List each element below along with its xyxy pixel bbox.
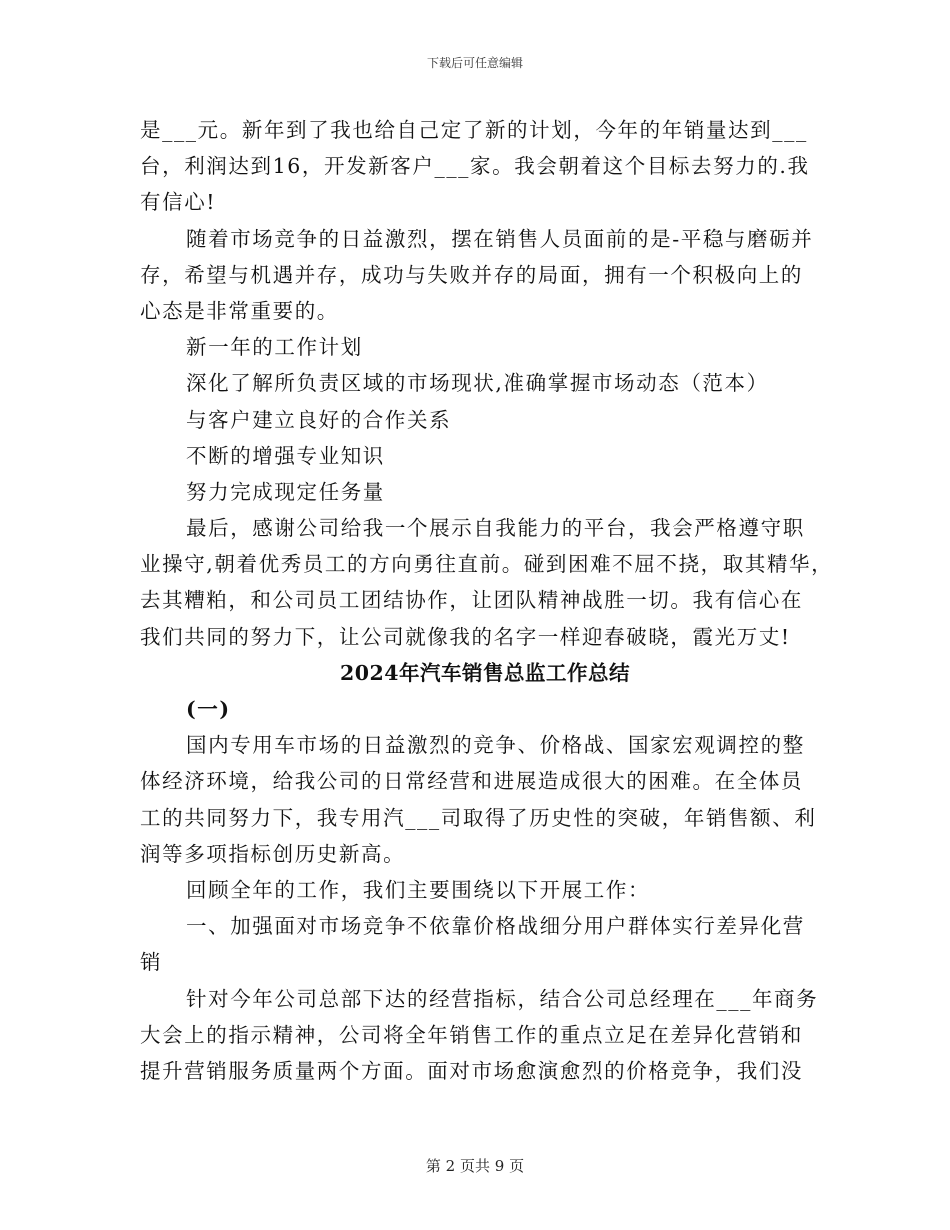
- text-line: 不断的增强专业知识: [186, 443, 385, 468]
- text-line: 有信心!: [140, 190, 217, 215]
- text-line: 努力完成现定任务量: [186, 479, 385, 504]
- text-line: 体经济环境，给我公司的日常经营和进展造成很大的困难。在全体员: [140, 769, 803, 794]
- text-line: 心态是非常重要的。: [140, 298, 339, 323]
- text-line: 最后，感谢公司给我一个展示自我能力的平台，我会严格遵守职: [186, 516, 805, 541]
- text-line: 提升营销服务质量两个方面。面对市场愈演愈烈的价格竞争，我们没: [140, 1058, 803, 1083]
- text-line: 是___元。新年到了我也给自己定了新的计划，今年的年销量达到___: [140, 118, 808, 142]
- text-line: 国内专用车市场的日益激烈的竞争、价格战、国家宏观调控的整: [186, 733, 805, 758]
- text-line: 一、加强面对市场竞争不依靠价格战细分用户群体实行差异化营: [186, 914, 805, 939]
- text-line: 润等多项指标创历史新高。: [140, 841, 406, 866]
- text-line: 去其糟粕，和公司员工团结协作，让团队精神战胜一切。我有信心在: [140, 588, 803, 613]
- text-line: 深化了解所负责区域的市场现状,准确掌握市场动态（范本）: [186, 371, 769, 396]
- text-line: 大会上的指示精神，公司将全年销售工作的重点立足在差异化营销和: [140, 1022, 803, 1047]
- text-line: 存，希望与机遇并存，成功与失败并存的局面，拥有一个积极向上的: [140, 262, 803, 287]
- text-line: 与客户建立良好的合作关系: [186, 407, 452, 432]
- text-line: 新一年的工作计划: [186, 335, 363, 360]
- text-line: 台，利润达到16，开发新客户___家。我会朝着这个目标去努力的.我: [140, 154, 810, 179]
- text-line: 业操守,朝着优秀员工的方向勇往直前。碰到困难不屈不挠，取其精华，: [140, 552, 834, 577]
- section-title: 2024年汽车销售总监工作总结: [339, 660, 631, 685]
- text-line: 随着市场竞争的日益激烈，摆在销售人员面前的是-平稳与磨砺并: [186, 226, 814, 251]
- page-header: 下载后可任意编辑: [426, 56, 523, 70]
- section-subheading: (一): [186, 697, 231, 721]
- page-footer: 第 2 页共 9 页: [425, 1157, 525, 1175]
- text-line: 针对今年公司总部下达的经营指标，结合公司总经理在___年商务: [186, 986, 819, 1011]
- text-line: 销: [140, 950, 163, 975]
- text-line: 工的共同努力下，我专用汽___司取得了历史性的突破，年销售额、利: [140, 805, 817, 830]
- text-line: 回顾全年的工作，我们主要围绕以下开展工作：: [186, 877, 651, 902]
- text-line: 我们共同的努力下，让公司就像我的名字一样迎春破晓，霞光万丈!: [140, 624, 791, 649]
- document-body: [140, 112, 834, 1089]
